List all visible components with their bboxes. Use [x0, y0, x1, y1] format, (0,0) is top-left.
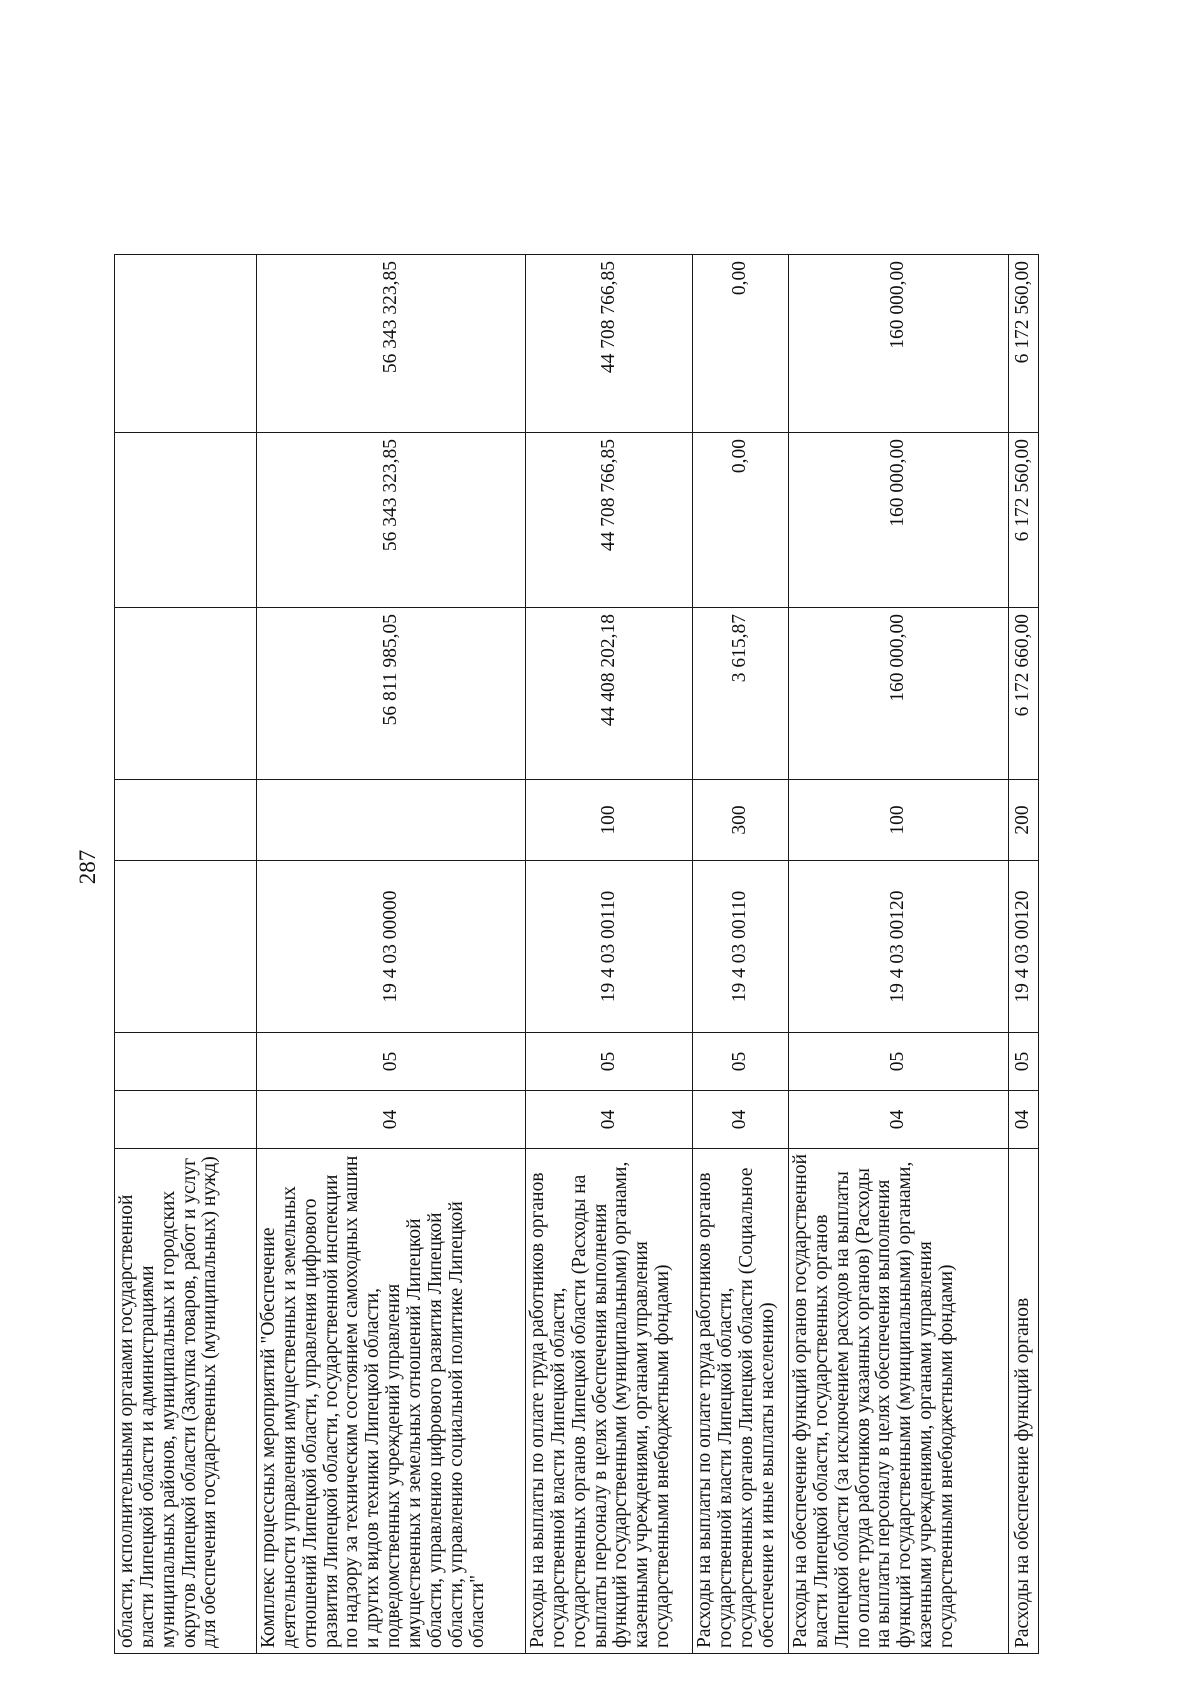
target-article-code: 19 4 03 00120 [1009, 861, 1039, 1033]
amount-year-3: 0,00 [693, 255, 789, 433]
amount-year-2: 0,00 [693, 433, 789, 608]
expense-type-code [257, 780, 526, 861]
expense-type-code: 100 [526, 780, 693, 861]
amount-year-2: 6 172 560,00 [1009, 433, 1039, 608]
subsection-code: 05 [789, 1033, 1009, 1091]
amount-year-1: 160 000,00 [789, 608, 1009, 780]
amount-year-3: 6 172 560,00 [1009, 255, 1039, 433]
row-description: Расходы на обеспечение функций органов [1009, 1149, 1039, 1654]
expense-type-code: 200 [1009, 780, 1039, 861]
amount-year-3: 160 000,00 [789, 255, 1009, 433]
amount-year-3: 56 343 323,85 [257, 255, 526, 433]
section-code: 04 [693, 1091, 789, 1149]
expense-type-code: 100 [789, 780, 1009, 861]
table-row [693, 255, 789, 1654]
table-row [526, 255, 693, 1654]
amount-year-1: 3 615,87 [693, 608, 789, 780]
section-code: 04 [789, 1091, 1009, 1149]
subsection-code: 05 [526, 1033, 693, 1091]
budget-table [114, 254, 1039, 1654]
target-article-code: 19 4 03 00120 [789, 861, 1009, 1033]
page-number: 287 [75, 849, 100, 885]
expense-type-code [115, 780, 257, 861]
subsection-code: 05 [693, 1033, 789, 1091]
expense-type-code: 300 [693, 780, 789, 861]
row-description: Расходы на выплаты по оплате труда работников органов государственной власти Липецкой области, государственных органов Липецкой области (Расходы на выплаты персоналу в целях обеспечения выполнения функций государственными (муниципальными) органами, казенными учреждениями, органами управления государственными внебюджетными фондами) [526, 1149, 693, 1654]
row-description: области, исполнительными органами государственной власти Липецкой области и администрациями муниципальных районов, муниципальных и городских округов Липецкой области (Закупка товаров, работ и услуг для обеспечения государственных (муниципальных) нужд) [115, 1149, 257, 1654]
table-row [1009, 255, 1039, 1654]
row-description: Расходы на выплаты по оплате труда работников органов государственной власти Липецкой области, государственных органов Липецкой области (Социальное обеспечение и иные выплаты населению) [693, 1149, 789, 1654]
amount-year-2: 44 708 766,85 [526, 433, 693, 608]
section-code: 04 [526, 1091, 693, 1149]
amount-year-2 [115, 433, 257, 608]
subsection-code [115, 1033, 257, 1091]
amount-year-1: 44 408 202,18 [526, 608, 693, 780]
table-row [789, 255, 1009, 1654]
section-code: 04 [1009, 1091, 1039, 1149]
target-article-code: 19 4 03 00110 [526, 861, 693, 1033]
target-article-code: 19 4 03 00110 [693, 861, 789, 1033]
row-description: Комплекс процессных мероприятий "Обеспечение деятельности управления имущественных и земельных отношений Липецкой области, управления цифрового развития Липецкой области, государственной инспекции по надзору за техническим состоянием самоходных машин и других видов техники Липецкой области, подведомственных учреждений управления имущественных и земельных отношений Липецкой области, управлению цифрового развития Липецкой области, управлению социальной политике Липецкой области" [257, 1149, 526, 1654]
row-description: Расходы на обеспечение функций органов государственной власти Липецкой области, государственных органов Липецкой области (за исключением расходов на выплаты по оплате труда работников указанных органов) (Расходы на выплаты персоналу в целях обеспечения выполнения функций государственными (муниципальными) органами, казенными учреждениями, органами управления государственными внебюджетными фондами) [789, 1149, 1009, 1654]
section-code [115, 1091, 257, 1149]
amount-year-2: 160 000,00 [789, 433, 1009, 608]
subsection-code: 05 [1009, 1033, 1039, 1091]
amount-year-3 [115, 255, 257, 433]
table-row [115, 255, 257, 1654]
amount-year-2: 56 343 323,85 [257, 433, 526, 608]
amount-year-3: 44 708 766,85 [526, 255, 693, 433]
table-row [257, 255, 526, 1654]
section-code: 04 [257, 1091, 526, 1149]
amount-year-1: 56 811 985,05 [257, 608, 526, 780]
target-article-code: 19 4 03 00000 [257, 861, 526, 1033]
amount-year-1: 6 172 660,00 [1009, 608, 1039, 780]
target-article-code [115, 861, 257, 1033]
amount-year-1 [115, 608, 257, 780]
subsection-code: 05 [257, 1033, 526, 1091]
